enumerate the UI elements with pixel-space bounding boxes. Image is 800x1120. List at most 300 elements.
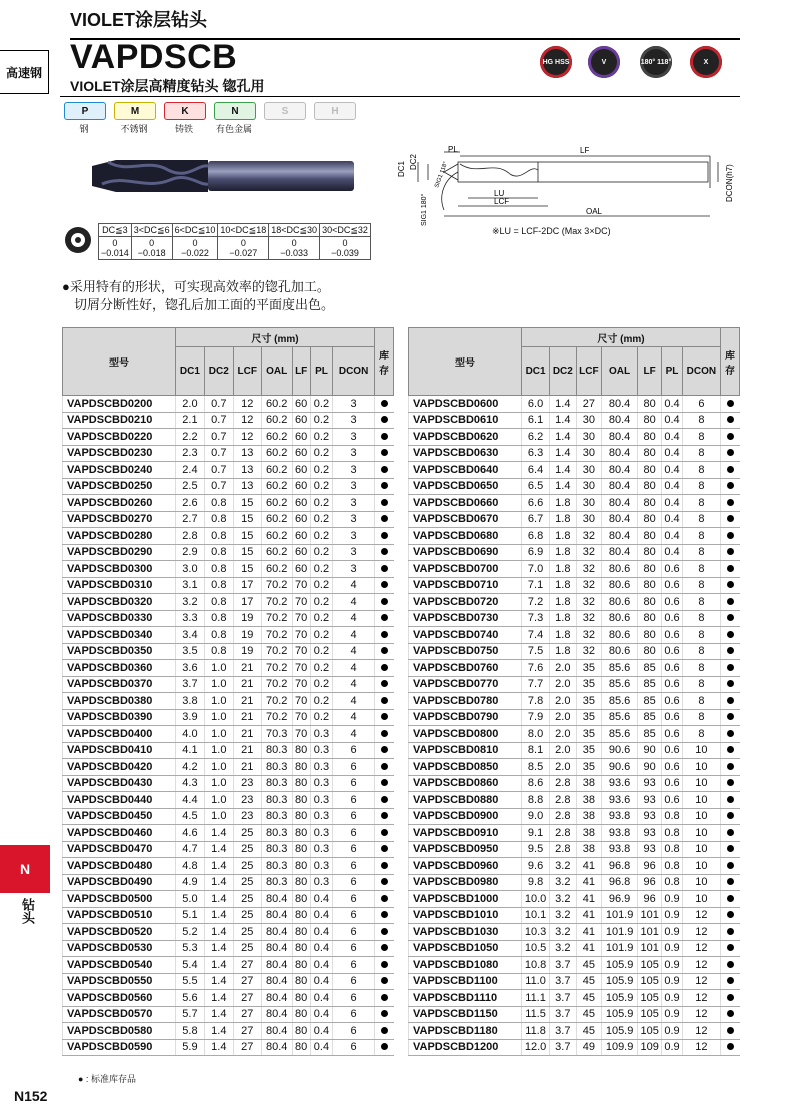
stock-cell <box>375 478 394 495</box>
model-cell: VAPDSCBD0310 <box>63 577 176 594</box>
value-cell: 25 <box>233 924 261 941</box>
value-cell: 8 <box>682 561 720 578</box>
value-cell: 38 <box>576 825 602 842</box>
model-cell: VAPDSCBD0360 <box>63 660 176 677</box>
value-cell: 0.4 <box>310 891 332 908</box>
value-cell: 70.2 <box>261 709 292 726</box>
spec-table-left <box>62 327 394 1056</box>
value-cell: 0.8 <box>662 858 682 875</box>
value-cell: 5.5 <box>176 973 205 990</box>
value-cell: 60 <box>292 561 310 578</box>
pl-label: PL <box>448 145 458 154</box>
tolerance-range: 18<DC≦30 <box>269 224 320 237</box>
value-cell: 1.8 <box>550 627 576 644</box>
value-cell: 0.4 <box>662 495 682 512</box>
stock-cell <box>375 660 394 677</box>
stock-dot-icon <box>381 614 388 621</box>
value-cell: 2.0 <box>550 726 576 743</box>
table-row <box>63 891 394 908</box>
value-cell: 70.2 <box>261 693 292 710</box>
stock-dot-icon <box>381 581 388 588</box>
stock-cell <box>721 924 740 941</box>
value-cell: 23 <box>233 808 261 825</box>
model-cell: VAPDSCBD0690 <box>409 544 522 561</box>
value-cell: 8 <box>682 478 720 495</box>
value-cell: 4 <box>333 577 375 594</box>
model-cell: VAPDSCBD0650 <box>409 478 522 495</box>
value-cell: 7.5 <box>522 643 550 660</box>
oal-label: OAL <box>586 207 603 216</box>
model-cell: VAPDSCBD1030 <box>409 924 522 941</box>
value-cell: 80 <box>638 544 662 561</box>
value-cell: 0.4 <box>310 990 332 1007</box>
table-row <box>63 841 394 858</box>
value-cell: 80 <box>638 643 662 660</box>
stock-dot-icon <box>381 433 388 440</box>
model-cell: VAPDSCBD1180 <box>409 1023 522 1040</box>
stock-dot-icon <box>381 746 388 753</box>
value-cell: 80 <box>638 511 662 528</box>
header-lcf: LCF <box>576 347 602 396</box>
value-cell: 35 <box>576 660 602 677</box>
stock-dot-icon <box>381 482 388 489</box>
stock-cell <box>721 990 740 1007</box>
value-cell: 0.6 <box>662 742 682 759</box>
table-row <box>63 478 394 495</box>
header-dc1: DC1 <box>522 347 550 396</box>
model-cell: VAPDSCBD0660 <box>409 495 522 512</box>
value-cell: 60 <box>292 495 310 512</box>
value-cell: 0.8 <box>662 874 682 891</box>
table-row <box>63 907 394 924</box>
stock-dot-icon <box>727 895 734 902</box>
model-cell: VAPDSCBD0530 <box>63 940 176 957</box>
value-cell: 0.7 <box>204 478 233 495</box>
value-cell: 3 <box>333 462 375 479</box>
stock-dot-icon <box>381 680 388 687</box>
model-cell: VAPDSCBD0780 <box>409 693 522 710</box>
value-cell: 0.2 <box>310 627 332 644</box>
value-cell: 80.3 <box>261 759 292 776</box>
stock-cell <box>721 825 740 842</box>
value-cell: 85.6 <box>602 693 638 710</box>
stock-cell <box>721 874 740 891</box>
value-cell: 8 <box>682 709 720 726</box>
value-cell: 0.4 <box>662 478 682 495</box>
value-cell: 80.4 <box>261 1039 292 1056</box>
value-cell: 80.6 <box>602 577 638 594</box>
model-cell: VAPDSCBD1080 <box>409 957 522 974</box>
value-cell: 105.9 <box>602 990 638 1007</box>
value-cell: 8.5 <box>522 759 550 776</box>
table-row <box>63 1023 394 1040</box>
value-cell: 0.7 <box>204 445 233 462</box>
table-row <box>409 627 740 644</box>
stock-dot-icon <box>727 482 734 489</box>
dcon-label: DCON(h7) <box>725 164 734 202</box>
value-cell: 25 <box>233 825 261 842</box>
model-cell: VAPDSCBD0380 <box>63 693 176 710</box>
value-cell: 8 <box>682 462 720 479</box>
table-row <box>409 610 740 627</box>
value-cell: 3.2 <box>550 940 576 957</box>
value-cell: 27 <box>233 957 261 974</box>
value-cell: 45 <box>576 1006 602 1023</box>
value-cell: 0.8 <box>204 627 233 644</box>
value-cell: 41 <box>576 891 602 908</box>
header-dc2: DC2 <box>550 347 576 396</box>
value-cell: 101.9 <box>602 907 638 924</box>
model-cell: VAPDSCBD0440 <box>63 792 176 809</box>
table-row <box>409 462 740 479</box>
value-cell: 96 <box>638 874 662 891</box>
value-cell: 1.8 <box>550 610 576 627</box>
stock-dot-icon <box>727 664 734 671</box>
value-cell: 0.4 <box>662 528 682 545</box>
value-cell: 3 <box>333 412 375 429</box>
value-cell: 3 <box>333 528 375 545</box>
value-cell: 80.4 <box>261 924 292 941</box>
value-cell: 35 <box>576 726 602 743</box>
value-cell: 38 <box>576 808 602 825</box>
value-cell: 60 <box>292 396 310 413</box>
model-cell: VAPDSCBD0610 <box>409 412 522 429</box>
stock-cell <box>375 561 394 578</box>
value-cell: 1.4 <box>204 1039 233 1056</box>
value-cell: 2.8 <box>550 775 576 792</box>
value-cell: 7.3 <box>522 610 550 627</box>
value-cell: 49 <box>576 1039 602 1056</box>
value-cell: 3 <box>333 511 375 528</box>
model-cell: VAPDSCBD0670 <box>409 511 522 528</box>
value-cell: 15 <box>233 544 261 561</box>
value-cell: 27 <box>233 1023 261 1040</box>
value-cell: 21 <box>233 693 261 710</box>
value-cell: 0.8 <box>204 561 233 578</box>
value-cell: 41 <box>576 940 602 957</box>
value-cell: 1.4 <box>550 462 576 479</box>
stock-cell <box>375 874 394 891</box>
stock-cell <box>721 907 740 924</box>
value-cell: 1.0 <box>204 742 233 759</box>
value-cell: 70 <box>292 643 310 660</box>
value-cell: 3.1 <box>176 577 205 594</box>
value-cell: 80 <box>292 907 310 924</box>
value-cell: 0.9 <box>662 940 682 957</box>
table-row <box>63 462 394 479</box>
stock-cell <box>375 973 394 990</box>
value-cell: 1.8 <box>550 594 576 611</box>
value-cell: 23 <box>233 775 261 792</box>
stock-dot-icon <box>727 829 734 836</box>
model-cell: VAPDSCBD1100 <box>409 973 522 990</box>
value-cell: 8 <box>682 627 720 644</box>
value-cell: 8 <box>682 528 720 545</box>
stock-cell <box>721 561 740 578</box>
model-cell: VAPDSCBD0270 <box>63 511 176 528</box>
value-cell: 2.1 <box>176 412 205 429</box>
stock-cell <box>721 858 740 875</box>
value-cell: 4 <box>333 693 375 710</box>
value-cell: 0.7 <box>204 429 233 446</box>
value-cell: 90 <box>638 759 662 776</box>
value-cell: 10.0 <box>522 891 550 908</box>
value-cell: 2.7 <box>176 511 205 528</box>
value-cell: 3.2 <box>550 924 576 941</box>
side-tab-n: N <box>0 845 50 893</box>
point-angle-icon: 180° 118° <box>640 46 672 78</box>
stock-dot-icon <box>381 499 388 506</box>
value-cell: 15 <box>233 528 261 545</box>
stock-cell <box>721 594 740 611</box>
table-row <box>409 1006 740 1023</box>
value-cell: 8 <box>682 610 720 627</box>
stock-dot-icon <box>381 1027 388 1034</box>
stock-cell <box>375 429 394 446</box>
value-cell: 105 <box>638 957 662 974</box>
value-cell: 101.9 <box>602 940 638 957</box>
value-cell: 0.2 <box>310 610 332 627</box>
value-cell: 1.4 <box>204 990 233 1007</box>
table-row <box>63 412 394 429</box>
value-cell: 60 <box>292 445 310 462</box>
value-cell: 6 <box>333 957 375 974</box>
stock-cell <box>375 891 394 908</box>
value-cell: 2.8 <box>550 792 576 809</box>
value-cell: 80 <box>638 429 662 446</box>
tolerance-range: 10<DC≦18 <box>218 224 269 237</box>
table-row <box>409 643 740 660</box>
value-cell: 1.4 <box>204 841 233 858</box>
tolerance-range: 3<DC≦6 <box>131 224 172 237</box>
stock-dot-icon <box>381 878 388 885</box>
table-row <box>63 627 394 644</box>
value-cell: 80 <box>292 973 310 990</box>
value-cell: 0.2 <box>310 528 332 545</box>
model-cell: VAPDSCBD0900 <box>409 808 522 825</box>
stock-cell <box>721 610 740 627</box>
table-row <box>63 709 394 726</box>
value-cell: 80 <box>638 412 662 429</box>
page-title: VAPDSCB <box>70 38 238 76</box>
value-cell: 45 <box>576 1023 602 1040</box>
value-cell: 105 <box>638 1023 662 1040</box>
value-cell: 21 <box>233 759 261 776</box>
value-cell: 80.3 <box>261 858 292 875</box>
model-cell: VAPDSCBD0230 <box>63 445 176 462</box>
value-cell: 0.2 <box>310 594 332 611</box>
value-cell: 80.3 <box>261 874 292 891</box>
sig1-label: SIG1 118° <box>434 160 450 189</box>
value-cell: 1.8 <box>550 577 576 594</box>
value-cell: 85.6 <box>602 660 638 677</box>
value-cell: 15 <box>233 495 261 512</box>
stock-cell <box>721 511 740 528</box>
stock-dot-icon <box>381 697 388 704</box>
stock-cell <box>375 742 394 759</box>
value-cell: 3.2 <box>176 594 205 611</box>
value-cell: 0.6 <box>662 610 682 627</box>
table-row <box>409 957 740 974</box>
model-cell: VAPDSCBD0980 <box>409 874 522 891</box>
value-cell: 27 <box>233 990 261 1007</box>
value-cell: 3.2 <box>550 907 576 924</box>
value-cell: 80 <box>292 891 310 908</box>
value-cell: 12.0 <box>522 1039 550 1056</box>
value-cell: 8 <box>682 693 720 710</box>
table-row <box>409 660 740 677</box>
value-cell: 27 <box>233 973 261 990</box>
stock-dot-icon <box>381 779 388 786</box>
value-cell: 12 <box>682 990 720 1007</box>
stock-dot-icon <box>381 730 388 737</box>
value-cell: 0.3 <box>310 841 332 858</box>
value-cell: 0.9 <box>662 1039 682 1056</box>
stock-cell <box>375 825 394 842</box>
stock-dot-icon <box>381 713 388 720</box>
value-cell: 7.4 <box>522 627 550 644</box>
value-cell: 3.2 <box>550 891 576 908</box>
value-cell: 11.0 <box>522 973 550 990</box>
value-cell: 1.4 <box>204 940 233 957</box>
table-row <box>63 643 394 660</box>
value-cell: 2.0 <box>550 660 576 677</box>
value-cell: 80.3 <box>261 841 292 858</box>
stock-dot-icon <box>727 449 734 456</box>
value-cell: 60 <box>292 544 310 561</box>
value-cell: 80 <box>292 990 310 1007</box>
table-row <box>63 874 394 891</box>
value-cell: 4.6 <box>176 825 205 842</box>
value-cell: 41 <box>576 924 602 941</box>
value-cell: 6 <box>333 742 375 759</box>
value-cell: 19 <box>233 643 261 660</box>
value-cell: 80 <box>292 1039 310 1056</box>
model-cell: VAPDSCBD0220 <box>63 429 176 446</box>
value-cell: 0.8 <box>204 594 233 611</box>
stock-cell <box>721 643 740 660</box>
stock-dot-icon <box>381 449 388 456</box>
value-cell: 6 <box>682 396 720 413</box>
stock-cell <box>721 660 740 677</box>
table-row <box>409 841 740 858</box>
model-cell: VAPDSCBD0400 <box>63 726 176 743</box>
model-cell: VAPDSCBD0470 <box>63 841 176 858</box>
value-cell: 1.4 <box>204 957 233 974</box>
stock-cell <box>375 412 394 429</box>
stock-cell <box>375 693 394 710</box>
model-cell: VAPDSCBD0480 <box>63 858 176 875</box>
value-cell: 85 <box>638 709 662 726</box>
value-cell: 41 <box>576 858 602 875</box>
model-cell: VAPDSCBD0250 <box>63 478 176 495</box>
stock-cell <box>375 990 394 1007</box>
stock-dot-icon <box>727 466 734 473</box>
stock-cell <box>721 478 740 495</box>
value-cell: 0.2 <box>310 412 332 429</box>
value-cell: 5.0 <box>176 891 205 908</box>
stock-dot-icon <box>727 961 734 968</box>
stock-dot-icon <box>381 812 388 819</box>
value-cell: 0.8 <box>204 511 233 528</box>
value-cell: 60 <box>292 528 310 545</box>
tolerance-value: 0 −0.018 <box>131 237 172 260</box>
value-cell: 10 <box>682 891 720 908</box>
value-cell: 0.8 <box>204 577 233 594</box>
sig2-label: SIG1 180° <box>421 193 428 226</box>
value-cell: 1.8 <box>550 544 576 561</box>
value-cell: 80.4 <box>602 528 638 545</box>
value-cell: 12 <box>682 973 720 990</box>
stock-cell <box>375 396 394 413</box>
stock-cell <box>721 1006 740 1023</box>
stock-cell <box>721 957 740 974</box>
table-row <box>409 693 740 710</box>
stock-cell <box>721 495 740 512</box>
value-cell: 70.2 <box>261 676 292 693</box>
value-cell: 80 <box>638 561 662 578</box>
value-cell: 3.2 <box>550 874 576 891</box>
value-cell: 109.9 <box>602 1039 638 1056</box>
value-cell: 80 <box>292 957 310 974</box>
value-cell: 1.0 <box>204 693 233 710</box>
stock-cell <box>375 841 394 858</box>
value-cell: 80 <box>638 594 662 611</box>
value-cell: 7.2 <box>522 594 550 611</box>
value-cell: 1.4 <box>550 445 576 462</box>
stock-cell <box>375 676 394 693</box>
value-cell: 0.4 <box>310 1006 332 1023</box>
stock-cell <box>721 445 740 462</box>
value-cell: 12 <box>233 396 261 413</box>
value-cell: 60.2 <box>261 462 292 479</box>
table-row <box>63 511 394 528</box>
value-cell: 0.6 <box>662 577 682 594</box>
header-model: 型号 <box>63 328 176 396</box>
model-cell: VAPDSCBD1000 <box>409 891 522 908</box>
header-oal: OAL <box>261 347 292 396</box>
value-cell: 93 <box>638 808 662 825</box>
stock-dot-icon <box>727 796 734 803</box>
value-cell: 70.2 <box>261 594 292 611</box>
table-row <box>409 742 740 759</box>
feature-text <box>62 278 334 314</box>
value-cell: 60.2 <box>261 544 292 561</box>
value-cell: 0.2 <box>310 577 332 594</box>
stock-cell <box>721 544 740 561</box>
value-cell: 4.1 <box>176 742 205 759</box>
value-cell: 9.0 <box>522 808 550 825</box>
table-row <box>409 594 740 611</box>
value-cell: 0.6 <box>662 726 682 743</box>
value-cell: 3 <box>333 396 375 413</box>
value-cell: 80 <box>292 825 310 842</box>
value-cell: 93.8 <box>602 841 638 858</box>
tolerance-value: 0 −0.039 <box>320 237 371 260</box>
tolerance-icon <box>64 226 92 254</box>
value-cell: 32 <box>576 577 602 594</box>
value-cell: 6 <box>333 792 375 809</box>
value-cell: 1.0 <box>204 676 233 693</box>
stock-dot-icon <box>727 614 734 621</box>
value-cell: 0.2 <box>310 478 332 495</box>
value-cell: 0.7 <box>204 462 233 479</box>
value-cell: 0.4 <box>310 1023 332 1040</box>
value-cell: 109 <box>638 1039 662 1056</box>
value-cell: 4.0 <box>176 726 205 743</box>
value-cell: 0.2 <box>310 561 332 578</box>
value-cell: 0.4 <box>310 1039 332 1056</box>
